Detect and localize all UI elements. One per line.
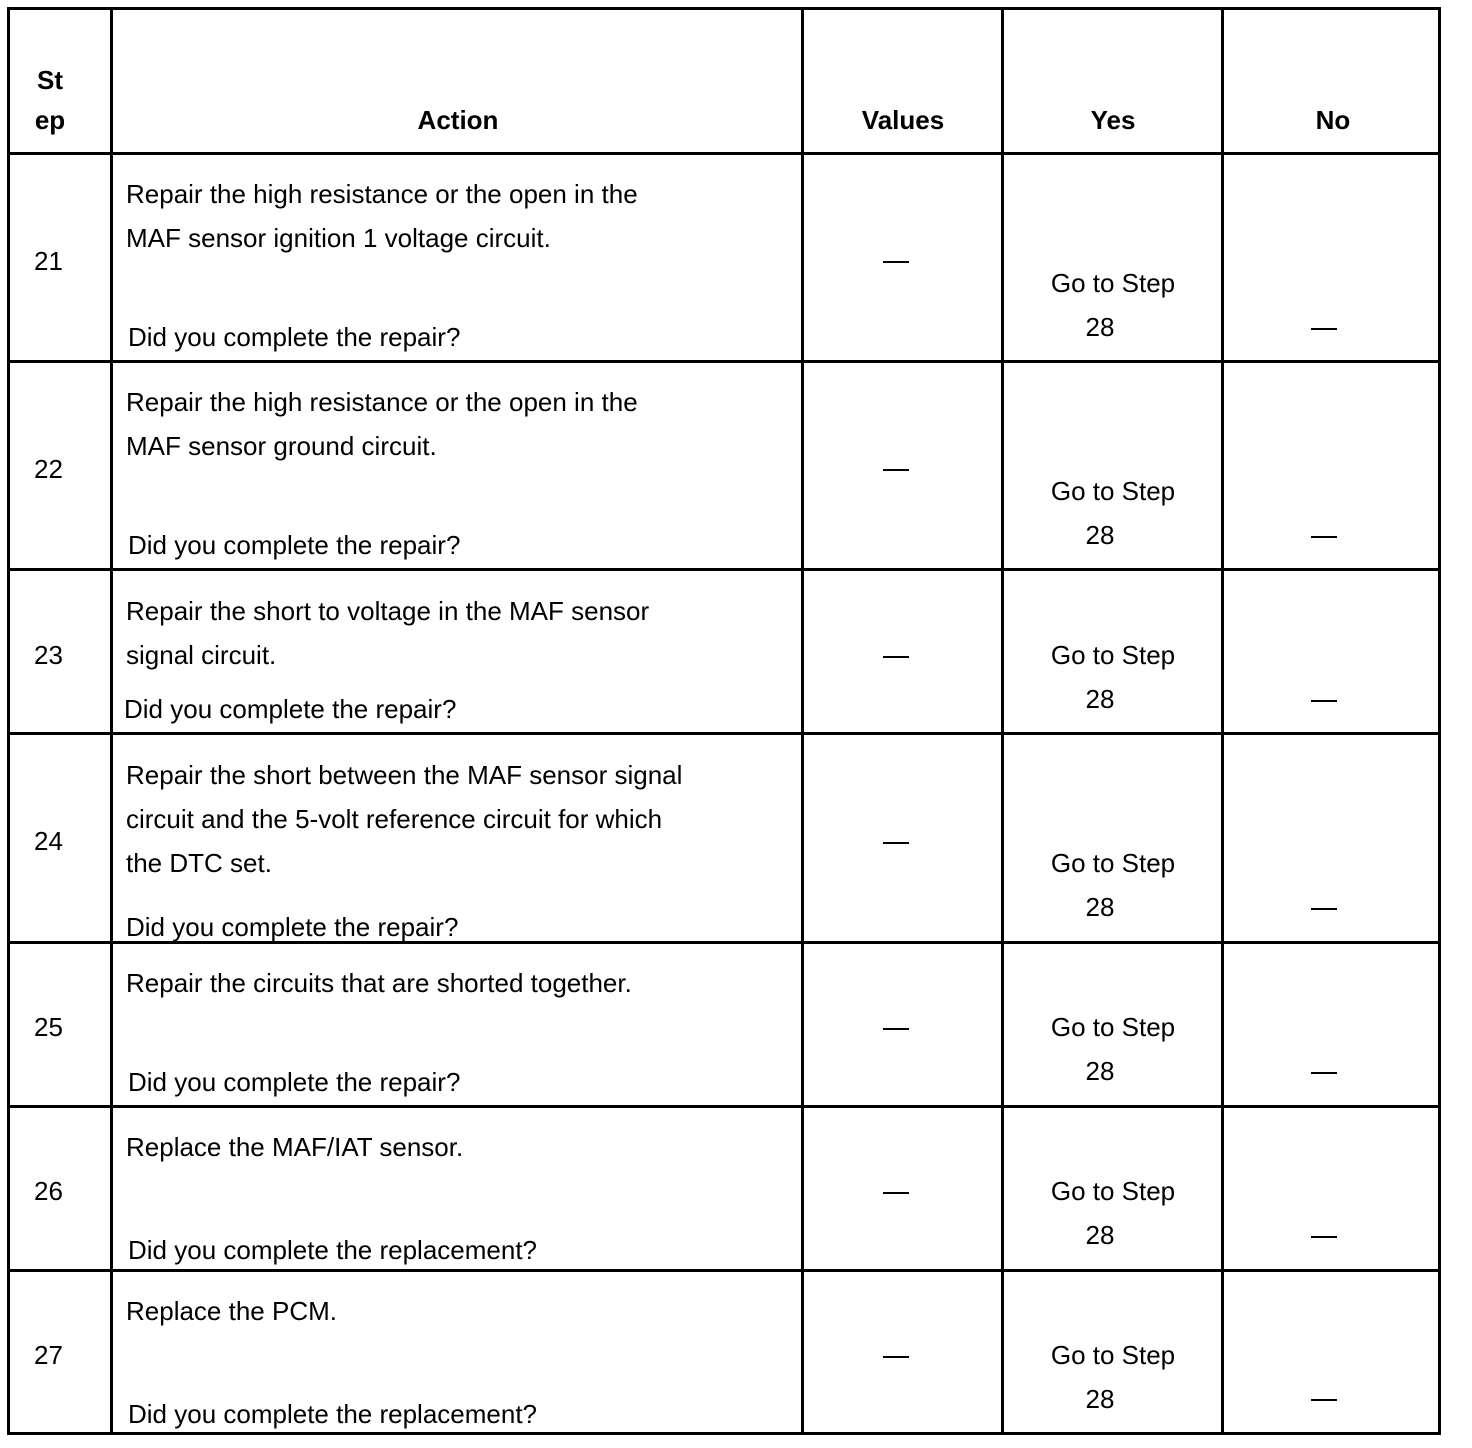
yes-goto: Go to Step (1050, 1012, 1176, 1042)
values-dash (883, 261, 909, 263)
header-step: St (37, 65, 63, 95)
column-divider (1221, 10, 1224, 1432)
action-question: Did you complete the repair? (128, 1067, 461, 1097)
no-dash (1311, 328, 1337, 330)
row-divider (10, 732, 1438, 735)
action-text: Repair the short to voltage in the MAF sensor (126, 596, 650, 626)
values-dash (883, 656, 909, 658)
header-yes: Yes (1090, 105, 1136, 135)
values-dash (883, 1192, 909, 1194)
row-divider (10, 360, 1438, 363)
yes-goto: Go to Step (1050, 476, 1176, 506)
yes-goto: Go to Step (1050, 1176, 1176, 1206)
action-question: Did you complete the repair? (128, 322, 461, 352)
no-dash (1311, 1072, 1337, 1074)
step-number: 23 (34, 640, 63, 670)
yes-goto: Go to Step (1050, 848, 1176, 878)
header-step-cont: ep (34, 105, 66, 135)
yes-goto: Go to Step (1050, 1340, 1176, 1370)
action-question: Did you complete the repair? (128, 530, 461, 560)
action-text: signal circuit. (126, 640, 277, 670)
action-text: the DTC set. (126, 848, 272, 878)
action-text: Repair the short between the MAF sensor signal (126, 760, 683, 790)
row-divider (10, 568, 1438, 571)
yes-step: 28 (1085, 684, 1115, 714)
no-dash (1311, 1236, 1337, 1238)
no-dash (1311, 908, 1337, 910)
column-divider (110, 10, 113, 1432)
column-divider (801, 10, 804, 1432)
header-no: No (1315, 105, 1351, 135)
yes-step: 28 (1085, 892, 1115, 922)
step-number: 22 (34, 454, 63, 484)
values-dash (883, 1028, 909, 1030)
values-dash (883, 1356, 909, 1358)
yes-step: 28 (1085, 1384, 1115, 1414)
step-number: 27 (34, 1340, 63, 1370)
yes-goto: Go to Step (1050, 640, 1176, 670)
header-action: Action (417, 105, 499, 135)
yes-step: 28 (1085, 1220, 1115, 1250)
values-dash (883, 469, 909, 471)
no-dash (1311, 1399, 1337, 1401)
action-text: MAF sensor ground circuit. (126, 431, 437, 461)
row-divider (10, 1105, 1438, 1108)
values-dash (883, 842, 909, 844)
no-dash (1311, 700, 1337, 702)
action-text: Repair the circuits that are shorted together. (126, 968, 632, 998)
action-text: MAF sensor ignition 1 voltage circuit. (126, 223, 551, 253)
action-text: Repair the high resistance or the open in the (126, 179, 638, 209)
yes-step: 28 (1085, 520, 1115, 550)
action-text: Replace the MAF/IAT sensor. (126, 1132, 464, 1162)
action-text: Replace the PCM. (126, 1296, 337, 1326)
action-question: Did you complete the replacement? (128, 1399, 538, 1429)
action-text: circuit and the 5-volt reference circuit for which (126, 804, 663, 834)
step-number: 26 (34, 1176, 63, 1206)
step-number: 21 (34, 246, 63, 276)
row-divider (10, 152, 1438, 155)
yes-goto: Go to Step (1050, 268, 1176, 298)
action-question: Did you complete the repair? (126, 912, 459, 942)
yes-step: 28 (1085, 1056, 1115, 1086)
step-number: 25 (34, 1012, 63, 1042)
action-text: Repair the high resistance or the open in the (126, 387, 638, 417)
action-question: Did you complete the replacement? (128, 1235, 538, 1265)
step-number: 24 (34, 826, 63, 856)
header-values: Values (861, 105, 945, 135)
action-question: Did you complete the repair? (124, 694, 457, 724)
no-dash (1311, 536, 1337, 538)
yes-step: 28 (1085, 312, 1115, 342)
